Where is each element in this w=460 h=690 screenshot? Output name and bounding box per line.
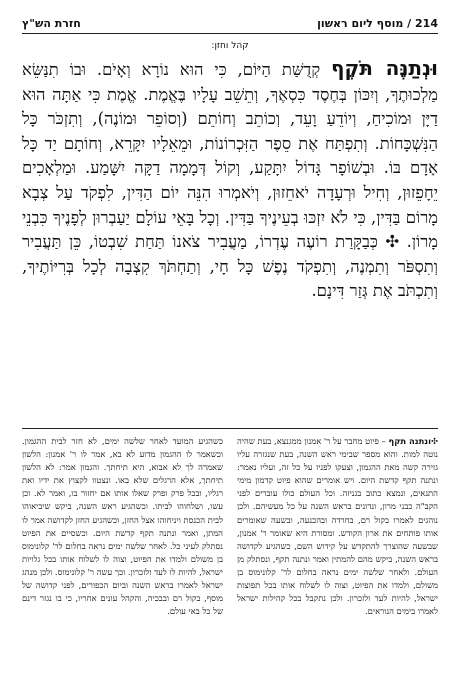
commentary-right-column	[237, 435, 438, 685]
commentary-columns	[22, 428, 438, 685]
commentary-right-text: – פיוט מחבר על ר' אמנון ממגנצא, בעת שהיה נוטה למות. והוא מספר שבימי ראש השנה, בעת שנגזרה עליו גזירה קשה מאת ההגמון, וצעקו לפניו על כל זה, ועליו נאמר: ונתנה תקף קדשת היום. ויש אומרים שהוא פיוט קדמון מימי התנאים, ונמצא כתוב בגניזה. וכל העולם כולו עוברים לפני הקב"ה כבני מרון, ונדונים בראש השנה על כל מעשיהם. ולכן נוהגים לאמרו בקול רם, בחרדה ובהכנעה, ובשעה שאומרים אותו פותחים את ארון הקודש. ומסורת היא שאומר ר' אמנון, שבשעה שהוצרך להתקדש על קידוש השם, כשהגיע לקדושה בראש השנה, ביקש מהם להמתין ואמר ונתנה תקף, ונסתלק מן העולם. ולאחר שלשה ימים נראה בחלום לר' קלונימוס בן משולם, ולמדו את הפיוט, וצוה לו לשלוח אותו בכל תפוצות ישראל, להיות לעד ולזכרון. ולכן נתקבל בכל קהילות ישראל לאמרו בימים הנוראים.	[237, 436, 438, 617]
commentary-left-column	[22, 435, 223, 685]
header-left-group	[317, 17, 438, 30]
header-separator: /	[407, 16, 412, 30]
commentary-title: ✣ונתנה תקף	[388, 436, 438, 446]
page-header	[22, 14, 438, 32]
congregation-ribbon: קהל וחזן:	[211, 41, 249, 51]
section-title: מוסף ליום ראשון	[317, 16, 404, 30]
prayer-text	[22, 56, 438, 304]
right-title: חזרת הש"ץ	[22, 16, 81, 30]
header-divider	[22, 33, 438, 34]
prayer-opening: וּנְתַנֶּה תֹּקֶף	[331, 56, 438, 80]
prayer-body: קְדֻשַּׁת הַיּוֹם, כִּי הוּא נוֹרָא וְאָיֹם. וּבוֹ תִנַּשֵּׂא מַלְכוּתֶךָ, וְיִכּוֹן בְּחֶסֶד כִּסְאֶךָ, וְתֵשֵׁב עָלָיו בֶּאֱמֶת. אֱמֶת כִּי אַתָּה הוּא דַיָּן וּמוֹכִיחַ, וְיוֹדֵעַ וָעֵד, וְכוֹתֵב וְחוֹתֵם (וְסוֹפֵר וּמוֹנֶה), וְתִזְכֹּר כָּל הַנִּשְׁכָּחוֹת. וְתִפְתַּח אֶת סֵפֶר הַזִּכְרוֹנוֹת, וּמֵאֵלָיו יִקָּרֵא, וְחוֹתָם יַד כָּל אָדָם בּוֹ. וּבְשׁוֹפָר גָּדוֹל יִתָּקַע, וְקוֹל דְּמָמָה דַקָּה יִשָּׁמַע. וּמַלְאָכִים יֵחָפֵזוּן, וְחִיל וּרְעָדָה יֹאחֵזוּן, וְיֹאמְרוּ הִנֵּה יוֹם הַדִּין, לִפְקֹד עַל צְבָא מָרוֹם בַּדִּין, כִּי לֹא יִזְכּוּ בְעֵינֶיךָ בַּדִּין. וְכָל בָּאֵי עוֹלָם יַעַבְרוּן לְפָנֶיךָ כִּבְנֵי מָרוֹן. ✣ כְּבַקָּרַת רוֹעֶה עֶדְרוֹ, מַעֲבִיר צֹאנוֹ תַּחַת שִׁבְטוֹ, כֵּן תַּעֲבִיר וְתִסְפֹּר וְתִמְנֶה, וְתִפְקֹד נֶפֶשׁ כָּל חָי, וְתַחְתֹּךְ קִצְבָה לְכָל בְּרִיּוֹתֶיךָ, וְתִכְתֹּב אֶת גְּזַר דִּינָם.	[22, 60, 438, 301]
page-number: 214	[415, 16, 438, 30]
commentary-left-text: כשהגיע המועד לאחר שלשה ימים, לא חזר לבית ההגמון. וכשאמר לו ההגמון מדוע לא בא, אמר לו ר' אמנון: הלשון שאמרה לך לא אבוא, היא תיחתך. והגמון אמר: לא הלשון תיחתך, אלא הרגלים שלא באו. ונצטוו לקצוץ את ידיו ואת רגליו, ובכל פרק ופרק שאלו אותו אם יחזור בו, ואמר לא. וכן עשו, ושלחוהו לביתו. וכשהגיע ראש השנה, ביקש שיביאוהו לבית הכנסת ויניחוהו אצל החזן, וכשהגיע החזן לקדושה אמר לו המתן, ואמר ונתנה תקף קדשת היום. וכשסיים את הפיוט נסתלק לעיני כל. לאחר שלשה ימים נראה בחלום לר' קלונימוס בן משולם ולמדו את הפיוט, וצוה לו לשלוח אותו בכל גלויות ישראל, להיות לו לעד ולזכרון. וכך עשה ר' קלונימוס. ולכן מנהג ישראל לאמרו בראש השנה וביום הכפורים, לפני קדושה של מוסף, בקול רם ובבכיה, והקהל עונים אחריו, כי בו נגזר דינם של כל באי עולם.	[22, 436, 223, 617]
